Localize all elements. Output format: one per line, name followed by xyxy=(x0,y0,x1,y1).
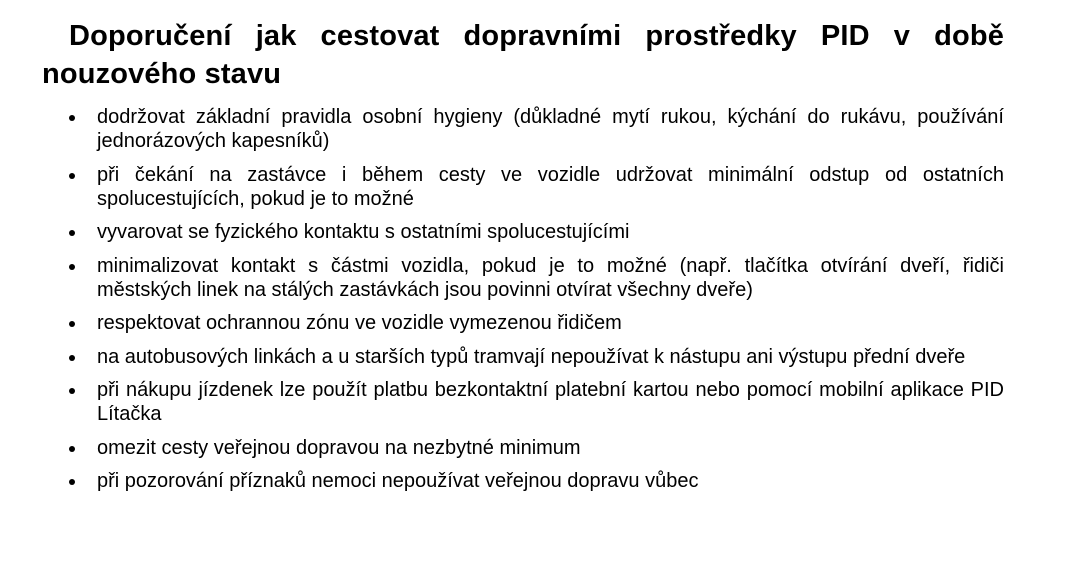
bullet-icon xyxy=(69,479,75,485)
bullet-icon xyxy=(69,446,75,452)
list-item-text: omezit cesty veřejnou dopravou na nezbytné minimum xyxy=(97,436,581,459)
list-item-text: na autobusových linkách a u starších typů tramvají nepoužívat k nástupu ani výstupu přední dveře xyxy=(97,345,966,368)
list-item-text: při nákupu jízdenek lze použít platbu bezkontaktní platební kartou nebo pomocí mobilní aplikace PID Lítačka xyxy=(97,379,1004,425)
list-item xyxy=(42,105,1004,153)
list-item-text: při čekání na zastávce i během cesty ve vozidle udržovat minimální odstup od ostatních spolucestujících, pokud je to možné xyxy=(97,163,1004,210)
list-item-text: minimalizovat kontakt s částmi vozidla, pokud je to možné (např. tlačítka otvírání dveří, řidiči městských linek na stálých zastávkách jsou povinni otvírat všechny dveře) xyxy=(97,254,1004,301)
list-item-text: při pozorování příznaků nemoci nepoužívat veřejnou dopravu vůbec xyxy=(97,470,699,492)
recommendation-list xyxy=(42,105,1004,493)
bullet-icon xyxy=(69,173,75,179)
list-item xyxy=(42,378,1004,426)
list-item xyxy=(42,311,1004,335)
list-item xyxy=(42,469,1004,493)
list-item xyxy=(42,220,1004,244)
list-item xyxy=(42,345,1004,369)
bullet-icon xyxy=(69,388,75,394)
list-item xyxy=(42,163,1004,211)
bullet-icon xyxy=(69,355,75,361)
bullet-icon xyxy=(69,230,75,236)
list-item-text: dodržovat základní pravidla osobní hygieny (důkladné mytí rukou, kýchání do rukávu, používání jednorázových kapesníků) xyxy=(97,106,1004,152)
list-item xyxy=(42,436,1004,460)
bullet-icon xyxy=(69,321,75,327)
list-item xyxy=(42,254,1004,302)
bullet-icon xyxy=(69,264,75,270)
page-title: Doporučení jak cestovat dopravními prostředky PID v době nouzového stavu xyxy=(42,20,1004,90)
bullet-icon xyxy=(69,115,75,121)
list-item-text: vyvarovat se fyzického kontaktu s ostatními spolucestujícími xyxy=(97,221,630,243)
list-item-text: respektovat ochrannou zónu ve vozidle vymezenou řidičem xyxy=(97,312,622,334)
